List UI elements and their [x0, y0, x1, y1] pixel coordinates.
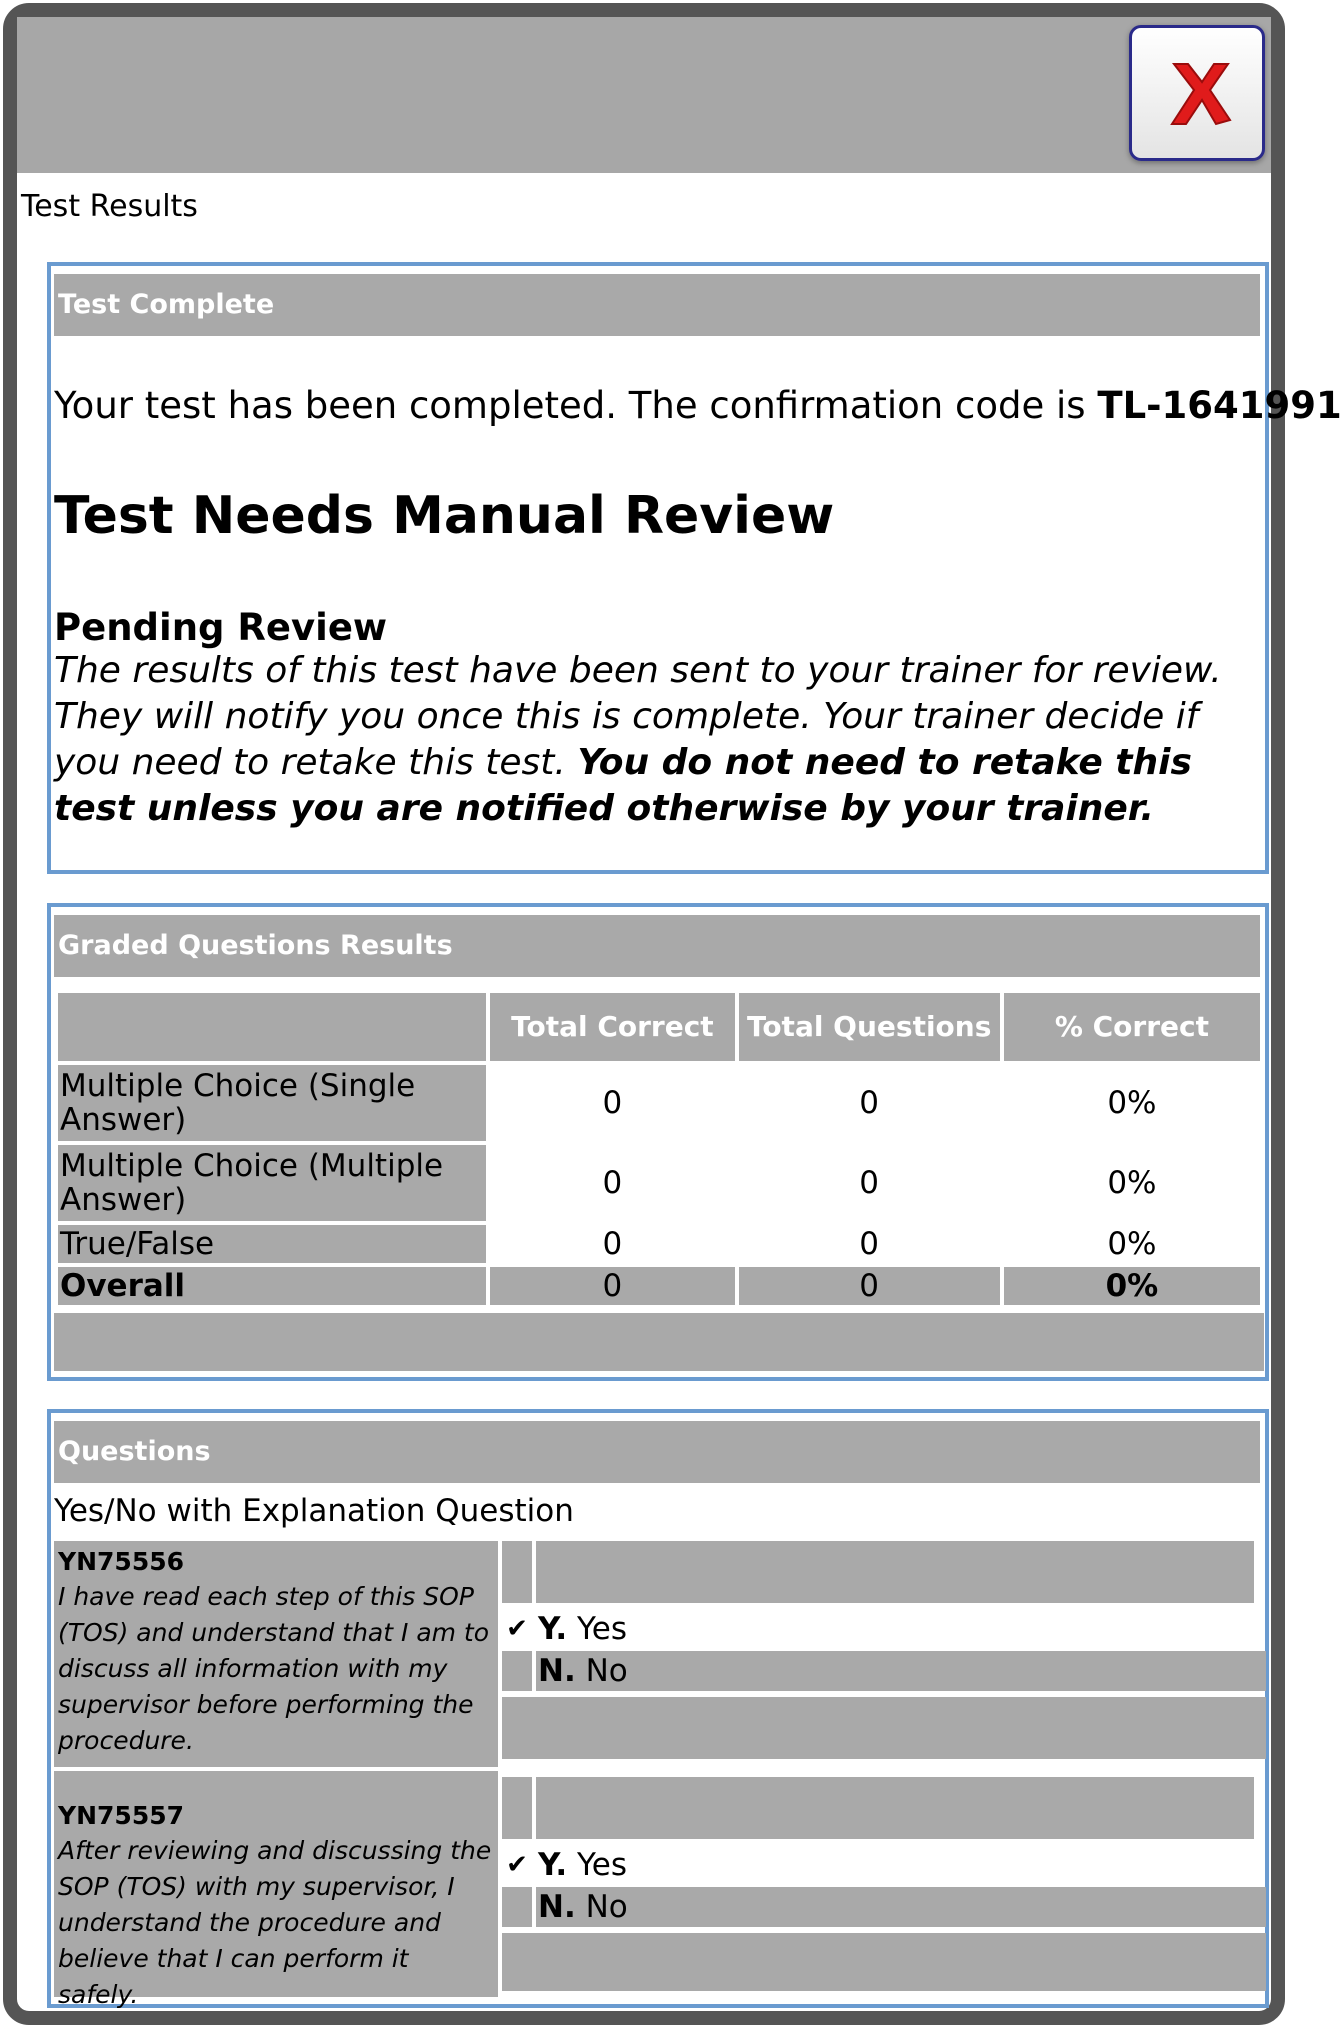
- test-complete-header: Test Complete: [54, 274, 1260, 336]
- percent-correct-cell: 0%: [1107, 1085, 1157, 1121]
- close-button[interactable]: [1129, 25, 1265, 161]
- graded-results-panel: [47, 903, 1269, 1381]
- question-info: [54, 1771, 498, 2009]
- question-id: YN75557: [58, 1801, 185, 1830]
- answer-option-yes[interactable]: [502, 1845, 1266, 1885]
- graded-results-table: [54, 989, 1264, 1309]
- row-label: Multiple Choice (Single Answer): [58, 1065, 486, 1141]
- total-questions-cell: 0: [859, 1085, 880, 1121]
- test-complete-panel: [47, 262, 1342, 874]
- answer-marker-cell: [502, 1651, 532, 1691]
- checkmark-icon: ✔: [506, 1850, 528, 1880]
- questions-header: Questions: [54, 1421, 1260, 1483]
- pending-review-note: You do not need to retake this test unless you are notified otherwise by your trainer.: [54, 742, 1192, 829]
- answer-label: Yes: [576, 1611, 627, 1647]
- answer-header-left: [502, 1541, 532, 1603]
- answer-label: No: [585, 1653, 628, 1689]
- answer-option-no[interactable]: [502, 1887, 1266, 1927]
- overall-row: [58, 1267, 1260, 1305]
- column-header-total-questions: Total Questions: [739, 993, 1000, 1061]
- answer-footer: [502, 1697, 1266, 1759]
- pending-review-text: [54, 648, 1266, 832]
- checkmark-icon: ✔: [506, 1614, 528, 1644]
- answer-label: Yes: [576, 1847, 627, 1883]
- total-correct-cell: 0: [602, 1165, 623, 1201]
- overall-total-questions: 0: [739, 1267, 1000, 1305]
- question-type-label: Yes/No with Explanation Question: [54, 1493, 574, 1529]
- answer-key: Y.: [538, 1847, 568, 1883]
- review-title: Test Needs Manual Review: [54, 486, 835, 546]
- answer-header-left: [502, 1777, 532, 1839]
- confirmation-message: [54, 384, 1342, 427]
- question-id: YN75556: [58, 1547, 185, 1576]
- answer-cell: [536, 1887, 1266, 1927]
- pending-review-body: The results of this test have been sent to your trainer for review. They will notify you once this is complete. Your trainer decide if you need to retake this test.: [54, 650, 1222, 783]
- answer-label: No: [585, 1889, 628, 1925]
- table-row: [58, 1225, 1260, 1263]
- graded-results-header: Graded Questions Results: [54, 915, 1260, 977]
- total-questions-cell: 0: [859, 1165, 880, 1201]
- confirmation-code: TL-1641991: [1097, 384, 1342, 427]
- question-text: I have read each step of this SOP (TOS) and understand that I am to discuss all information with my supervisor before performing the procedure.: [58, 1582, 490, 1755]
- answer-option-no[interactable]: [502, 1651, 1266, 1691]
- graded-results-footer: [54, 1313, 1264, 1371]
- total-questions-cell: 0: [859, 1226, 880, 1262]
- questions-panel: [47, 1409, 1269, 2008]
- row-label: Multiple Choice (Multiple Answer): [58, 1145, 486, 1221]
- answer-footer: [502, 1933, 1266, 1991]
- answer-key: N.: [538, 1653, 576, 1689]
- answer-key: N.: [538, 1889, 576, 1925]
- question-item: [54, 1541, 1266, 1767]
- overall-percent-correct: 0%: [1004, 1267, 1260, 1305]
- close-x-icon: [1160, 54, 1240, 134]
- blank-header-cell: [58, 993, 486, 1061]
- question-text: After reviewing and discussing the SOP (TOS) with my supervisor, I understand the procedure and believe that I can perform it safely.: [58, 1836, 492, 2009]
- table-header-row: [58, 993, 1260, 1061]
- question-item: [54, 1771, 1266, 2009]
- overall-label: Overall: [58, 1267, 486, 1305]
- column-header-percent-correct: % Correct: [1004, 993, 1260, 1061]
- answer-header-right: [536, 1777, 1254, 1839]
- column-header-total-correct: Total Correct: [490, 993, 734, 1061]
- answer-marker-cell: [502, 1887, 532, 1927]
- overall-total-correct: 0: [490, 1267, 734, 1305]
- table-row: [58, 1065, 1260, 1141]
- question-info: [54, 1541, 498, 1767]
- test-results-window: [3, 3, 1342, 2025]
- answer-key: Y.: [538, 1611, 568, 1647]
- title-bar: [17, 17, 1271, 173]
- total-correct-cell: 0: [602, 1226, 623, 1262]
- answer-option-yes[interactable]: [502, 1609, 1266, 1649]
- window-title: Test Results: [21, 189, 198, 224]
- confirmation-text: Your test has been completed. The confirmation code is: [54, 384, 1098, 427]
- total-correct-cell: 0: [602, 1085, 623, 1121]
- answer-cell: [536, 1651, 1266, 1691]
- pending-review-title: Pending Review: [54, 606, 388, 649]
- answer-header-right: [536, 1541, 1254, 1603]
- percent-correct-cell: 0%: [1107, 1165, 1157, 1201]
- percent-correct-cell: 0%: [1107, 1226, 1157, 1262]
- row-label: True/False: [58, 1225, 486, 1263]
- table-row: [58, 1145, 1260, 1221]
